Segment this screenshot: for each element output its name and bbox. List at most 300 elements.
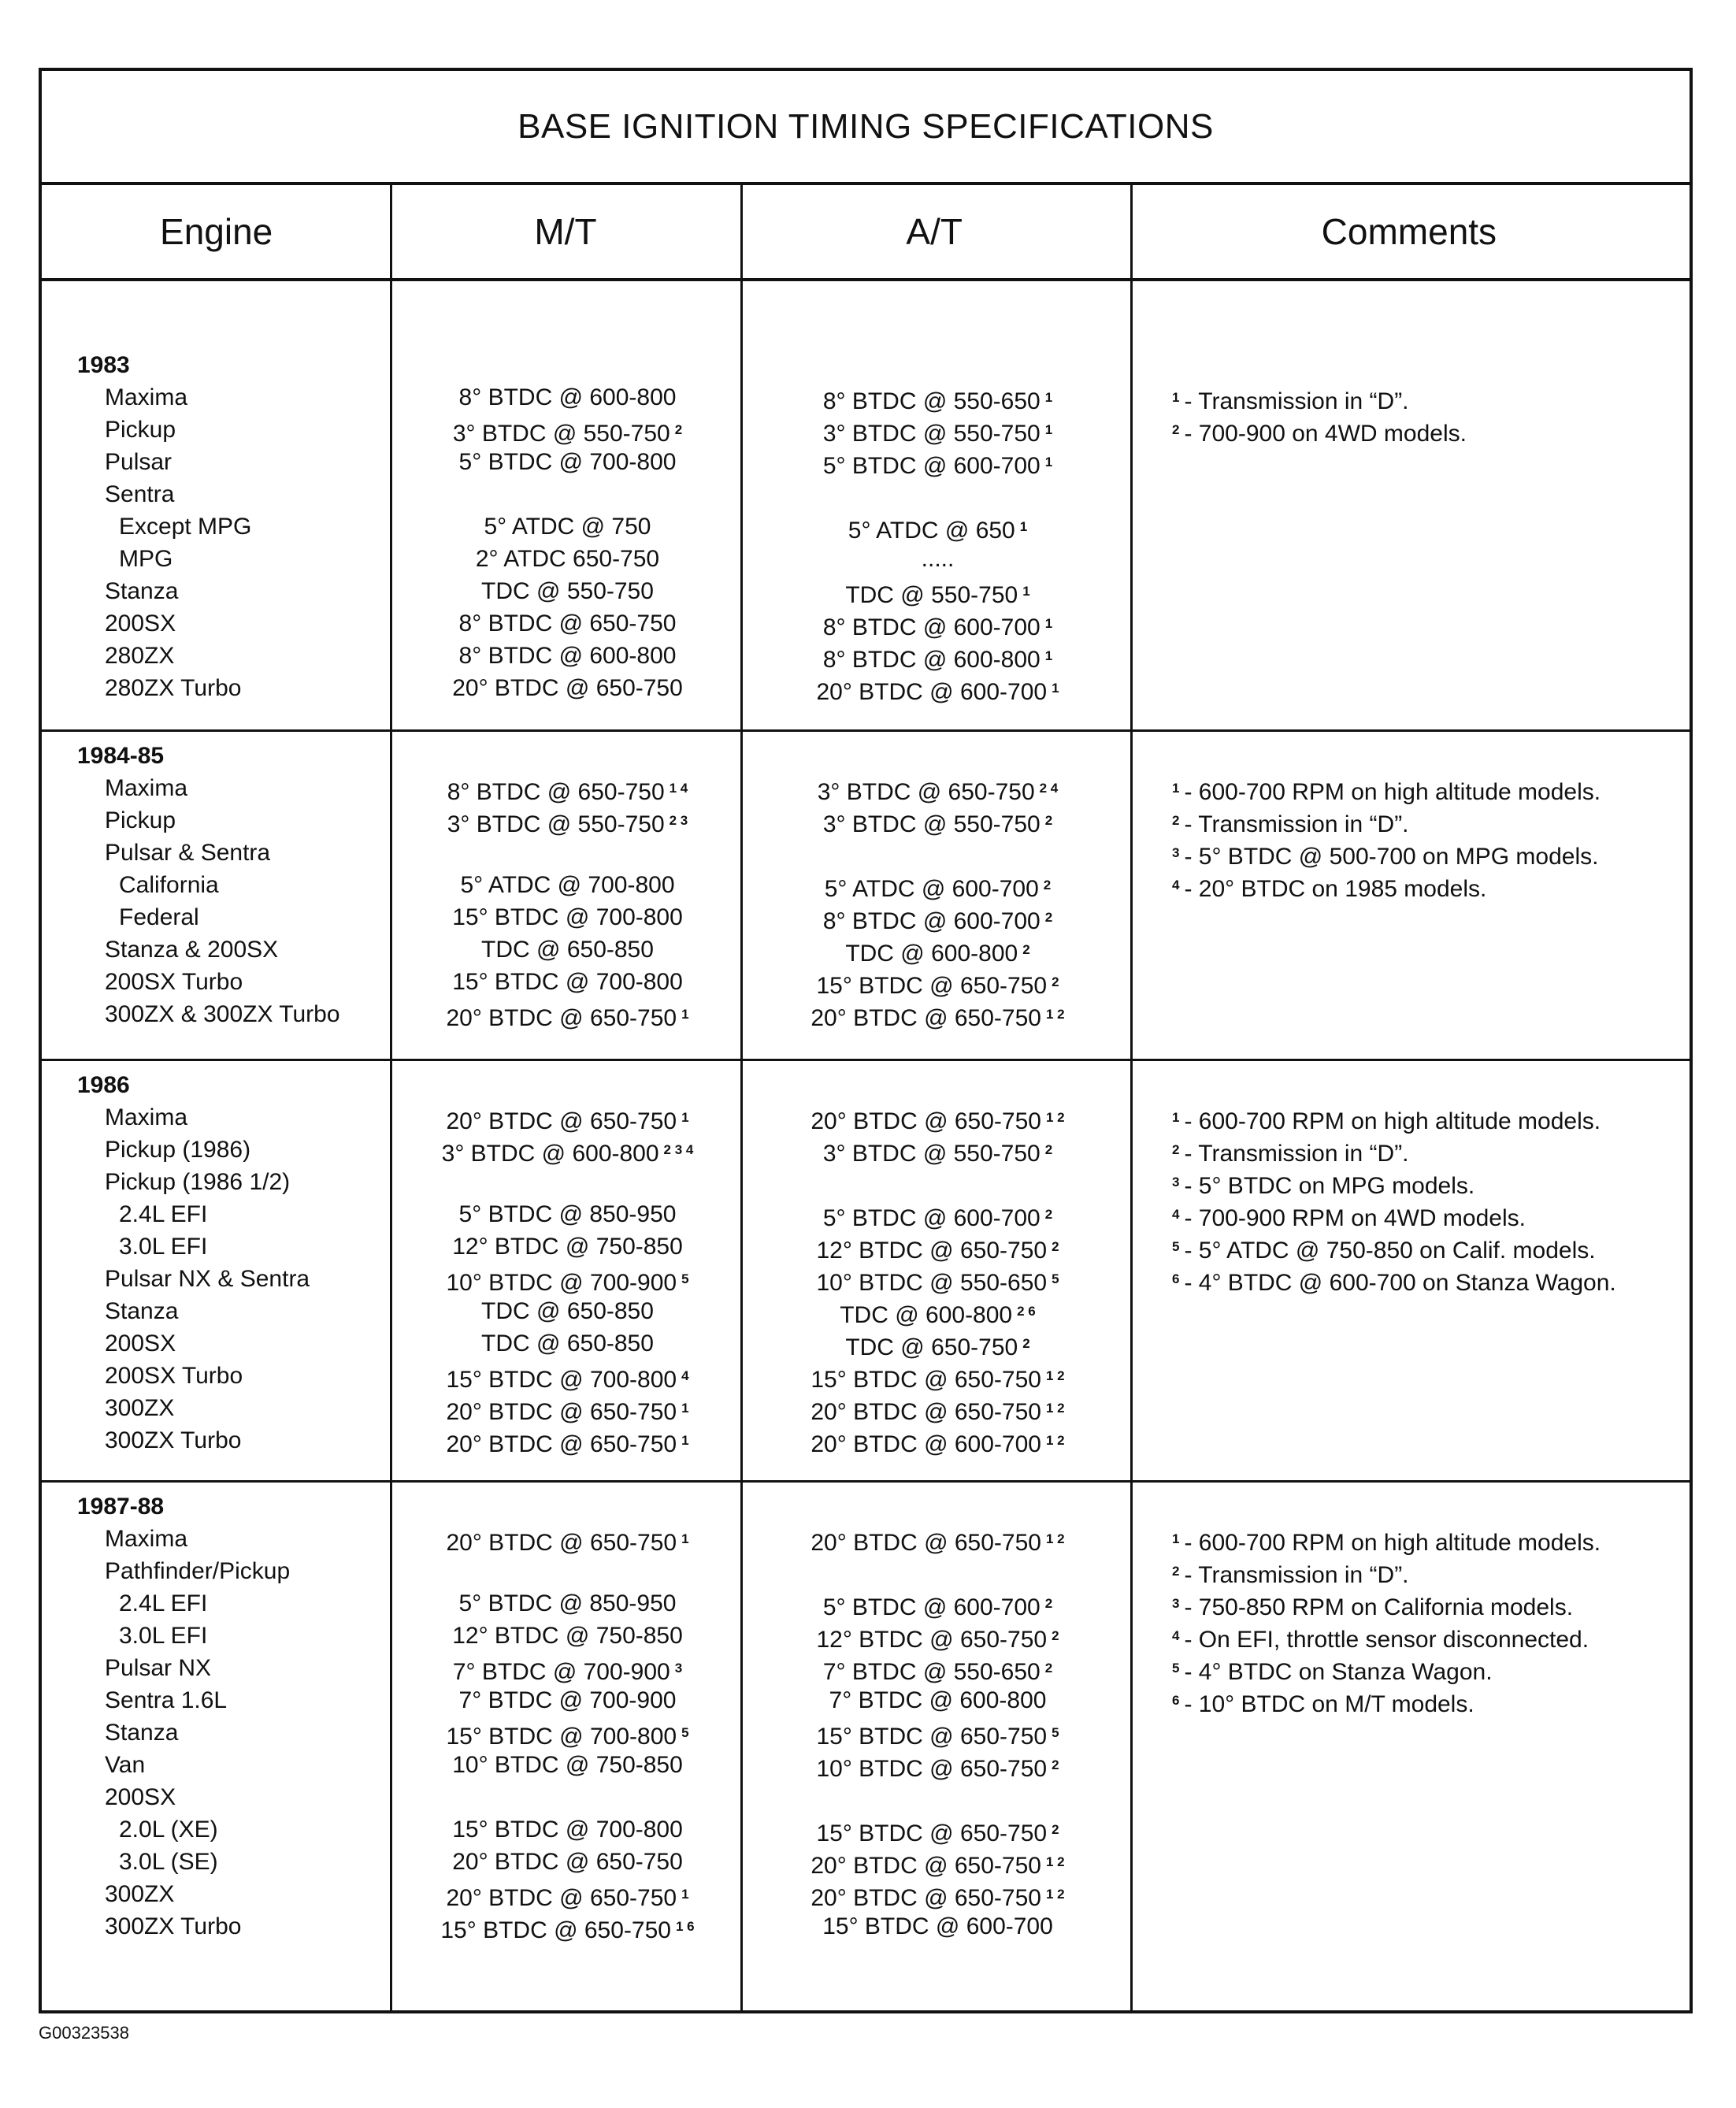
engine-column [42, 1483, 392, 1943]
mt-timing [392, 1749, 743, 1781]
at-timing-value: 7° BTDC @ 600-800 [829, 1687, 1047, 1713]
at-timing [743, 1749, 1133, 1781]
footnote-ref: 1 [681, 1110, 689, 1125]
footnote-ref: 2 [1022, 942, 1030, 957]
footnote-number: 1 [1172, 390, 1180, 405]
at-timing-value: 20° BTDC @ 650-750 [811, 1005, 1041, 1031]
footnote-ref: 1 [1044, 390, 1053, 405]
mt-timing-value: 3° BTDC @ 550-750 [452, 421, 670, 447]
footnote-number: 5 [1172, 1239, 1180, 1254]
at-timing-value: 5° ATDC @ 600-700 [824, 876, 1039, 902]
at-timing-value: 15° BTDC @ 650-750 [811, 1367, 1041, 1393]
footnote [1133, 1523, 1696, 1555]
footnote-text: - Transmission in “D”. [1184, 1141, 1409, 1167]
footnote-ref: 1 [1044, 648, 1053, 663]
table-body [42, 185, 1690, 2010]
engine-name: Maxima [105, 775, 188, 801]
at-timing [743, 510, 1133, 543]
engine-name: 200SX [105, 611, 176, 636]
footnote [1133, 1134, 1696, 1166]
at-timing [743, 1523, 1133, 1555]
at-timing-value: 3° BTDC @ 550-750 [822, 421, 1040, 447]
footnote-ref: 2 [1044, 910, 1053, 925]
mt-timing-value: 20° BTDC @ 650-750 [446, 1431, 677, 1457]
at-timing [743, 1910, 1133, 1943]
at-timing-value: 3° BTDC @ 550-750 [822, 811, 1040, 837]
at-timing [743, 998, 1133, 1030]
mt-timing [392, 1263, 743, 1295]
engine-name: Pickup (1986) [105, 1137, 251, 1163]
mt-timing [392, 1198, 743, 1230]
footnote [1133, 1620, 1696, 1652]
footnote [1133, 1555, 1696, 1587]
mt-timing [392, 1620, 743, 1652]
mt-timing [392, 1360, 743, 1392]
engine-name: Sentra [105, 481, 175, 507]
footnote-ref: 1 [681, 1531, 689, 1546]
footnote-ref: 1 4 [669, 781, 688, 796]
footnote-ref: 2 [1052, 1757, 1059, 1772]
mt-timing [392, 1392, 743, 1424]
footnote-ref: 2 [1044, 1596, 1053, 1611]
mt-timing-value: 5° BTDC @ 850-950 [458, 1201, 677, 1227]
footnote-number: 4 [1172, 878, 1180, 893]
table-title: BASE IGNITION TIMING SPECIFICATIONS [42, 71, 1690, 185]
engine-name: 3.0L EFI [119, 1234, 208, 1260]
at-timing-value: 8° BTDC @ 600-700 [822, 614, 1040, 640]
footnote-text: - 600-700 RPM on high altitude models. [1184, 1530, 1601, 1556]
at-timing-value: 7° BTDC @ 550-650 [822, 1659, 1040, 1685]
footnote [1133, 869, 1696, 901]
model-year: 1987-88 [77, 1494, 165, 1520]
footnote-number: 6 [1172, 1693, 1180, 1708]
mt-timing [392, 1716, 743, 1749]
header-mt: M/T [534, 211, 597, 252]
at-timing [743, 869, 1133, 901]
footnote [1133, 1587, 1696, 1620]
footnote-ref: 5 [681, 1725, 689, 1740]
footnote-ref: 1 [1019, 519, 1028, 534]
footnote-ref: 4 [681, 1368, 689, 1383]
footnote-ref: 1 [1044, 455, 1053, 469]
engine-name: Pickup (1986 1/2) [105, 1169, 291, 1195]
footnote-text: - Transmission in “D”. [1184, 388, 1409, 414]
at-timing-value: 15° BTDC @ 650-750 [816, 1724, 1048, 1750]
mt-timing-value: 8° BTDC @ 600-800 [458, 643, 677, 669]
year-section [42, 281, 1690, 732]
mt-timing [392, 1555, 743, 1587]
engine-name: 280ZX [105, 643, 175, 669]
mt-timing [392, 414, 743, 446]
footnote-text: - 700-900 RPM on 4WD models. [1184, 1205, 1526, 1231]
engine-column [42, 732, 392, 1030]
footnote-text: - 10° BTDC on M/T models. [1184, 1691, 1474, 1717]
mt-timing-value: 20° BTDC @ 650-750 [446, 1399, 677, 1425]
footnote-ref: 1 [681, 1401, 689, 1416]
engine-name: Sentra 1.6L [105, 1687, 228, 1713]
footnote-number: 5 [1172, 1661, 1180, 1676]
at-timing [743, 1555, 1133, 1587]
engine-name: 2.4L EFI [119, 1201, 208, 1227]
at-timing [743, 1652, 1133, 1684]
at-timing [743, 1360, 1133, 1392]
at-timing [743, 478, 1133, 510]
footnote-ref: 5 [1052, 1271, 1059, 1286]
footnote-text: - 4° BTDC on Stanza Wagon. [1184, 1659, 1493, 1685]
at-timing-value: TDC @ 550-750 [845, 582, 1018, 608]
at-timing-value: 20° BTDC @ 600-700 [816, 679, 1048, 705]
at-column [743, 1061, 1133, 1457]
at-timing-value: 5° BTDC @ 600-700 [822, 1594, 1040, 1620]
mt-timing-value: 20° BTDC @ 650-750 [452, 675, 683, 701]
engine-name: 2.4L EFI [119, 1590, 208, 1616]
mt-timing [392, 998, 743, 1030]
at-timing [743, 966, 1133, 998]
mt-timing [392, 1910, 743, 1943]
footnote-ref: 1 [681, 1433, 689, 1448]
at-timing [743, 575, 1133, 607]
footnote [1133, 414, 1696, 446]
footnote [1133, 804, 1696, 837]
mt-timing-value: 15° BTDC @ 700-800 [446, 1724, 677, 1750]
engine-name: Van [105, 1752, 146, 1778]
at-timing [743, 1134, 1133, 1166]
mt-timing-value: 12° BTDC @ 750-850 [452, 1234, 683, 1260]
at-timing-value: 8° BTDC @ 600-800 [822, 647, 1040, 673]
engine-name: 3.0L EFI [119, 1623, 208, 1649]
at-timing [743, 1198, 1133, 1230]
at-timing-value: 5° ATDC @ 650 [848, 518, 1015, 544]
mt-timing [392, 933, 743, 966]
mt-timing-value: 8° BTDC @ 650-750 [447, 779, 665, 805]
mt-timing [392, 966, 743, 998]
mt-timing-value: 7° BTDC @ 700-900 [458, 1687, 677, 1713]
mt-timing-value: 20° BTDC @ 650-750 [446, 1005, 677, 1031]
footnote-number: 4 [1172, 1207, 1180, 1222]
at-timing [743, 414, 1133, 446]
at-column [743, 1483, 1133, 1943]
at-timing [743, 901, 1133, 933]
mt-timing-value: TDC @ 650-850 [481, 1330, 654, 1356]
model-year: 1983 [77, 352, 130, 378]
at-timing [743, 933, 1133, 966]
mt-timing [392, 1230, 743, 1263]
footnote [1133, 1684, 1696, 1716]
at-timing [743, 804, 1133, 837]
mt-timing [392, 640, 743, 672]
at-timing-value: 12° BTDC @ 650-750 [816, 1238, 1048, 1264]
mt-timing-value: 20° BTDC @ 650-750 [446, 1108, 677, 1134]
mt-timing-value: TDC @ 650-850 [481, 1298, 654, 1324]
at-column [743, 732, 1133, 1030]
mt-column [392, 1483, 743, 1943]
at-timing [743, 543, 1133, 575]
at-timing-value: 20° BTDC @ 650-750 [811, 1530, 1041, 1556]
footnote-number: 1 [1172, 781, 1180, 796]
mt-timing-value: 2° ATDC 650-750 [475, 546, 660, 572]
engine-name: Pickup [105, 417, 176, 443]
engine-name: Pathfinder/Pickup [105, 1558, 291, 1584]
footnote-ref: 1 [1022, 584, 1030, 599]
mt-timing-value: 20° BTDC @ 650-750 [452, 1849, 683, 1875]
footnote [1133, 772, 1696, 804]
mt-timing [392, 772, 743, 804]
footnote-text: - 20° BTDC on 1985 models. [1184, 876, 1487, 902]
footnote-ref: 2 [1044, 1661, 1053, 1676]
figure-id: G00323538 [39, 2023, 129, 2043]
footnote [1133, 837, 1696, 869]
engine-column [42, 1061, 392, 1457]
at-timing-value: 20° BTDC @ 650-750 [811, 1108, 1041, 1134]
engine-name: 200SX [105, 1330, 176, 1356]
header-engine: Engine [160, 211, 273, 252]
footnote-number: 2 [1172, 422, 1180, 437]
mt-timing [392, 1781, 743, 1813]
footnote-ref: 2 [1044, 1142, 1053, 1157]
at-column [743, 281, 1133, 704]
footnote [1133, 1652, 1696, 1684]
at-timing [743, 1587, 1133, 1620]
at-timing [743, 1846, 1133, 1878]
footnote-number: 1 [1172, 1110, 1180, 1125]
footnote-ref: 2 [1022, 1336, 1030, 1351]
at-timing [743, 672, 1133, 704]
mt-timing [392, 837, 743, 869]
engine-name: Stanza & 200SX [105, 937, 279, 963]
engine-name: Stanza [105, 578, 179, 604]
at-timing-value: 8° BTDC @ 600-700 [822, 908, 1040, 934]
comments-column [1133, 732, 1696, 901]
footnote-ref: 2 [1044, 813, 1053, 828]
footnote-text: - 600-700 RPM on high altitude models. [1184, 1108, 1601, 1134]
at-timing [743, 1620, 1133, 1652]
timing-spec-table [39, 68, 1693, 2013]
footnote-ref: 2 6 [1017, 1304, 1036, 1319]
mt-timing [392, 1587, 743, 1620]
at-timing [743, 1295, 1133, 1327]
mt-timing [392, 869, 743, 901]
engine-column [42, 281, 392, 704]
header-row [42, 185, 1690, 281]
header-at: A/T [906, 211, 963, 252]
footnote-ref: 2 [1052, 1822, 1059, 1837]
at-timing [743, 1813, 1133, 1846]
mt-timing [392, 1878, 743, 1910]
engine-name: Maxima [105, 1104, 188, 1130]
engine-name: Pickup [105, 807, 176, 833]
at-timing [743, 1230, 1133, 1263]
footnote-number: 2 [1172, 1142, 1180, 1157]
mt-timing-value: 5° BTDC @ 850-950 [458, 1590, 677, 1616]
mt-timing-value: 20° BTDC @ 650-750 [446, 1530, 677, 1556]
at-timing-value: 15° BTDC @ 600-700 [822, 1913, 1053, 1939]
at-timing [743, 1424, 1133, 1457]
engine-name: Pulsar NX & Sentra [105, 1266, 310, 1292]
at-timing-value: 5° BTDC @ 600-700 [822, 453, 1040, 479]
at-timing [743, 446, 1133, 478]
mt-timing [392, 1523, 743, 1555]
engine-name: 300ZX [105, 1395, 175, 1421]
at-timing-value: 20° BTDC @ 600-700 [811, 1431, 1041, 1457]
at-timing [743, 381, 1133, 414]
footnote-ref: 3 [674, 1661, 683, 1676]
at-timing-value: 10° BTDC @ 550-650 [816, 1270, 1048, 1296]
mt-timing [392, 1134, 743, 1166]
mt-timing-value: 15° BTDC @ 700-800 [452, 1817, 683, 1843]
at-timing-value: TDC @ 600-800 [840, 1302, 1013, 1328]
year-section [42, 1061, 1690, 1483]
footnote-number: 3 [1172, 1175, 1180, 1189]
mt-timing [392, 1813, 743, 1846]
mt-timing-value: 3° BTDC @ 600-800 [441, 1141, 659, 1167]
mt-column [392, 281, 743, 704]
at-timing-value: ..... [921, 546, 955, 572]
mt-column [392, 1061, 743, 1457]
mt-timing-value: TDC @ 650-850 [481, 937, 654, 963]
mt-timing [392, 1327, 743, 1360]
at-timing [743, 1101, 1133, 1134]
at-timing [743, 1166, 1133, 1198]
at-timing-value: 15° BTDC @ 650-750 [816, 1820, 1048, 1846]
mt-timing [392, 672, 743, 704]
footnote-ref: 1 [1044, 616, 1053, 631]
mt-timing [392, 510, 743, 543]
at-timing [743, 1263, 1133, 1295]
mt-timing-value: 12° BTDC @ 750-850 [452, 1623, 683, 1649]
footnote-ref: 1 2 [1045, 1854, 1065, 1869]
engine-name: 300ZX & 300ZX Turbo [105, 1001, 340, 1027]
footnote-text: - 5° ATDC @ 750-850 on Calif. models. [1184, 1238, 1596, 1264]
footnote [1133, 1166, 1696, 1198]
comments-column [1133, 1061, 1696, 1295]
mt-timing-value: 7° BTDC @ 700-900 [452, 1659, 670, 1685]
model-year: 1986 [77, 1072, 130, 1098]
mt-timing [392, 1652, 743, 1684]
mt-timing-value: 15° BTDC @ 650-750 [440, 1917, 671, 1943]
footnote-ref: 2 3 [669, 813, 688, 828]
mt-timing [392, 381, 743, 414]
mt-timing [392, 1684, 743, 1716]
mt-timing-value: 5° ATDC @ 700-800 [460, 872, 675, 898]
mt-timing-value: 10° BTDC @ 750-850 [452, 1752, 683, 1778]
footnote-ref: 1 2 [1045, 1887, 1065, 1902]
footnote-ref: 1 [681, 1007, 689, 1022]
at-timing [743, 1684, 1133, 1716]
footnote-ref: 2 [1052, 1628, 1059, 1643]
footnote-text: - 750-850 RPM on California models. [1184, 1594, 1574, 1620]
engine-name: Pulsar [105, 449, 172, 475]
mt-timing-value: 5° ATDC @ 750 [484, 514, 651, 540]
at-timing [743, 607, 1133, 640]
mt-timing [392, 575, 743, 607]
engine-name: 280ZX Turbo [105, 675, 242, 701]
at-timing [743, 837, 1133, 869]
mt-timing-value: 10° BTDC @ 700-900 [446, 1270, 677, 1296]
footnote [1133, 381, 1696, 414]
at-timing-value: 15° BTDC @ 650-750 [816, 973, 1048, 999]
year-section [42, 732, 1690, 1061]
at-timing-value: 20° BTDC @ 650-750 [811, 1853, 1041, 1879]
footnote-ref: 1 6 [675, 1919, 695, 1934]
footnote-ref: 2 [674, 422, 683, 437]
mt-timing-value: TDC @ 550-750 [481, 578, 654, 604]
footnote-ref: 1 2 [1045, 1531, 1065, 1546]
footnote-number: 4 [1172, 1628, 1180, 1643]
footnote-ref: 2 [1052, 974, 1059, 989]
footnote-ref: 2 [1044, 1207, 1053, 1222]
footnote-ref: 1 2 [1045, 1433, 1065, 1448]
at-timing-value: 3° BTDC @ 650-750 [817, 779, 1035, 805]
at-timing-value: 8° BTDC @ 550-650 [822, 388, 1040, 414]
engine-name: Pulsar & Sentra [105, 840, 271, 866]
engine-name: 3.0L (SE) [119, 1849, 218, 1875]
engine-name: Federal [119, 904, 199, 930]
engine-name: 200SX Turbo [105, 1363, 243, 1389]
engine-name: Except MPG [119, 514, 252, 540]
at-timing-value: 20° BTDC @ 650-750 [811, 1399, 1041, 1425]
engine-name: MPG [119, 546, 173, 572]
at-timing [743, 772, 1133, 804]
engine-name: Maxima [105, 384, 188, 410]
footnote-text: - 5° BTDC on MPG models. [1184, 1173, 1475, 1199]
at-timing [743, 1878, 1133, 1910]
footnote-number: 6 [1172, 1271, 1180, 1286]
at-timing-value: 20° BTDC @ 650-750 [811, 1885, 1041, 1911]
at-timing [743, 1781, 1133, 1813]
comments-column [1133, 1483, 1696, 1716]
mt-timing-value: 5° BTDC @ 700-800 [458, 449, 677, 475]
footnote-ref: 1 2 [1045, 1368, 1065, 1383]
engine-name: 2.0L (XE) [119, 1817, 218, 1843]
footnote-ref: 1 [1044, 422, 1053, 437]
mt-timing [392, 1424, 743, 1457]
footnote [1133, 1101, 1696, 1134]
mt-timing [392, 446, 743, 478]
at-timing [743, 1716, 1133, 1749]
at-timing [743, 1327, 1133, 1360]
mt-timing [392, 1295, 743, 1327]
at-timing [743, 640, 1133, 672]
footnote-number: 3 [1172, 845, 1180, 860]
at-timing-value: 3° BTDC @ 550-750 [822, 1141, 1040, 1167]
footnote-text: - On EFI, throttle sensor disconnected. [1184, 1627, 1589, 1653]
mt-timing-value: 15° BTDC @ 700-800 [452, 904, 683, 930]
mt-timing-value: 8° BTDC @ 650-750 [458, 611, 677, 636]
footnote-number: 2 [1172, 1564, 1180, 1579]
mt-timing-value: 15° BTDC @ 700-800 [452, 969, 683, 995]
footnote-text: - 600-700 RPM on high altitude models. [1184, 779, 1601, 805]
footnote-text: - Transmission in “D”. [1184, 1562, 1409, 1588]
year-sections [42, 281, 1690, 2010]
footnote-number: 1 [1172, 1531, 1180, 1546]
footnote-ref: 1 2 [1045, 1110, 1065, 1125]
mt-timing [392, 804, 743, 837]
at-timing-value: 12° BTDC @ 650-750 [816, 1627, 1048, 1653]
footnote-text: - Transmission in “D”. [1184, 811, 1409, 837]
footnote-ref: 1 2 [1045, 1401, 1065, 1416]
footnote [1133, 1198, 1696, 1230]
at-timing-value: TDC @ 650-750 [845, 1334, 1018, 1360]
footnote-text: - 5° BTDC @ 500-700 on MPG models. [1184, 844, 1599, 870]
footnote-ref: 2 [1043, 878, 1052, 893]
engine-name: 200SX Turbo [105, 969, 243, 995]
at-timing-value: 10° BTDC @ 650-750 [816, 1756, 1048, 1782]
engine-name: Pulsar NX [105, 1655, 212, 1681]
footnote-number: 3 [1172, 1596, 1180, 1611]
footnote-ref: 5 [1052, 1725, 1059, 1740]
footnote-ref: 5 [681, 1271, 689, 1286]
footnote-ref: 2 4 [1039, 781, 1059, 796]
